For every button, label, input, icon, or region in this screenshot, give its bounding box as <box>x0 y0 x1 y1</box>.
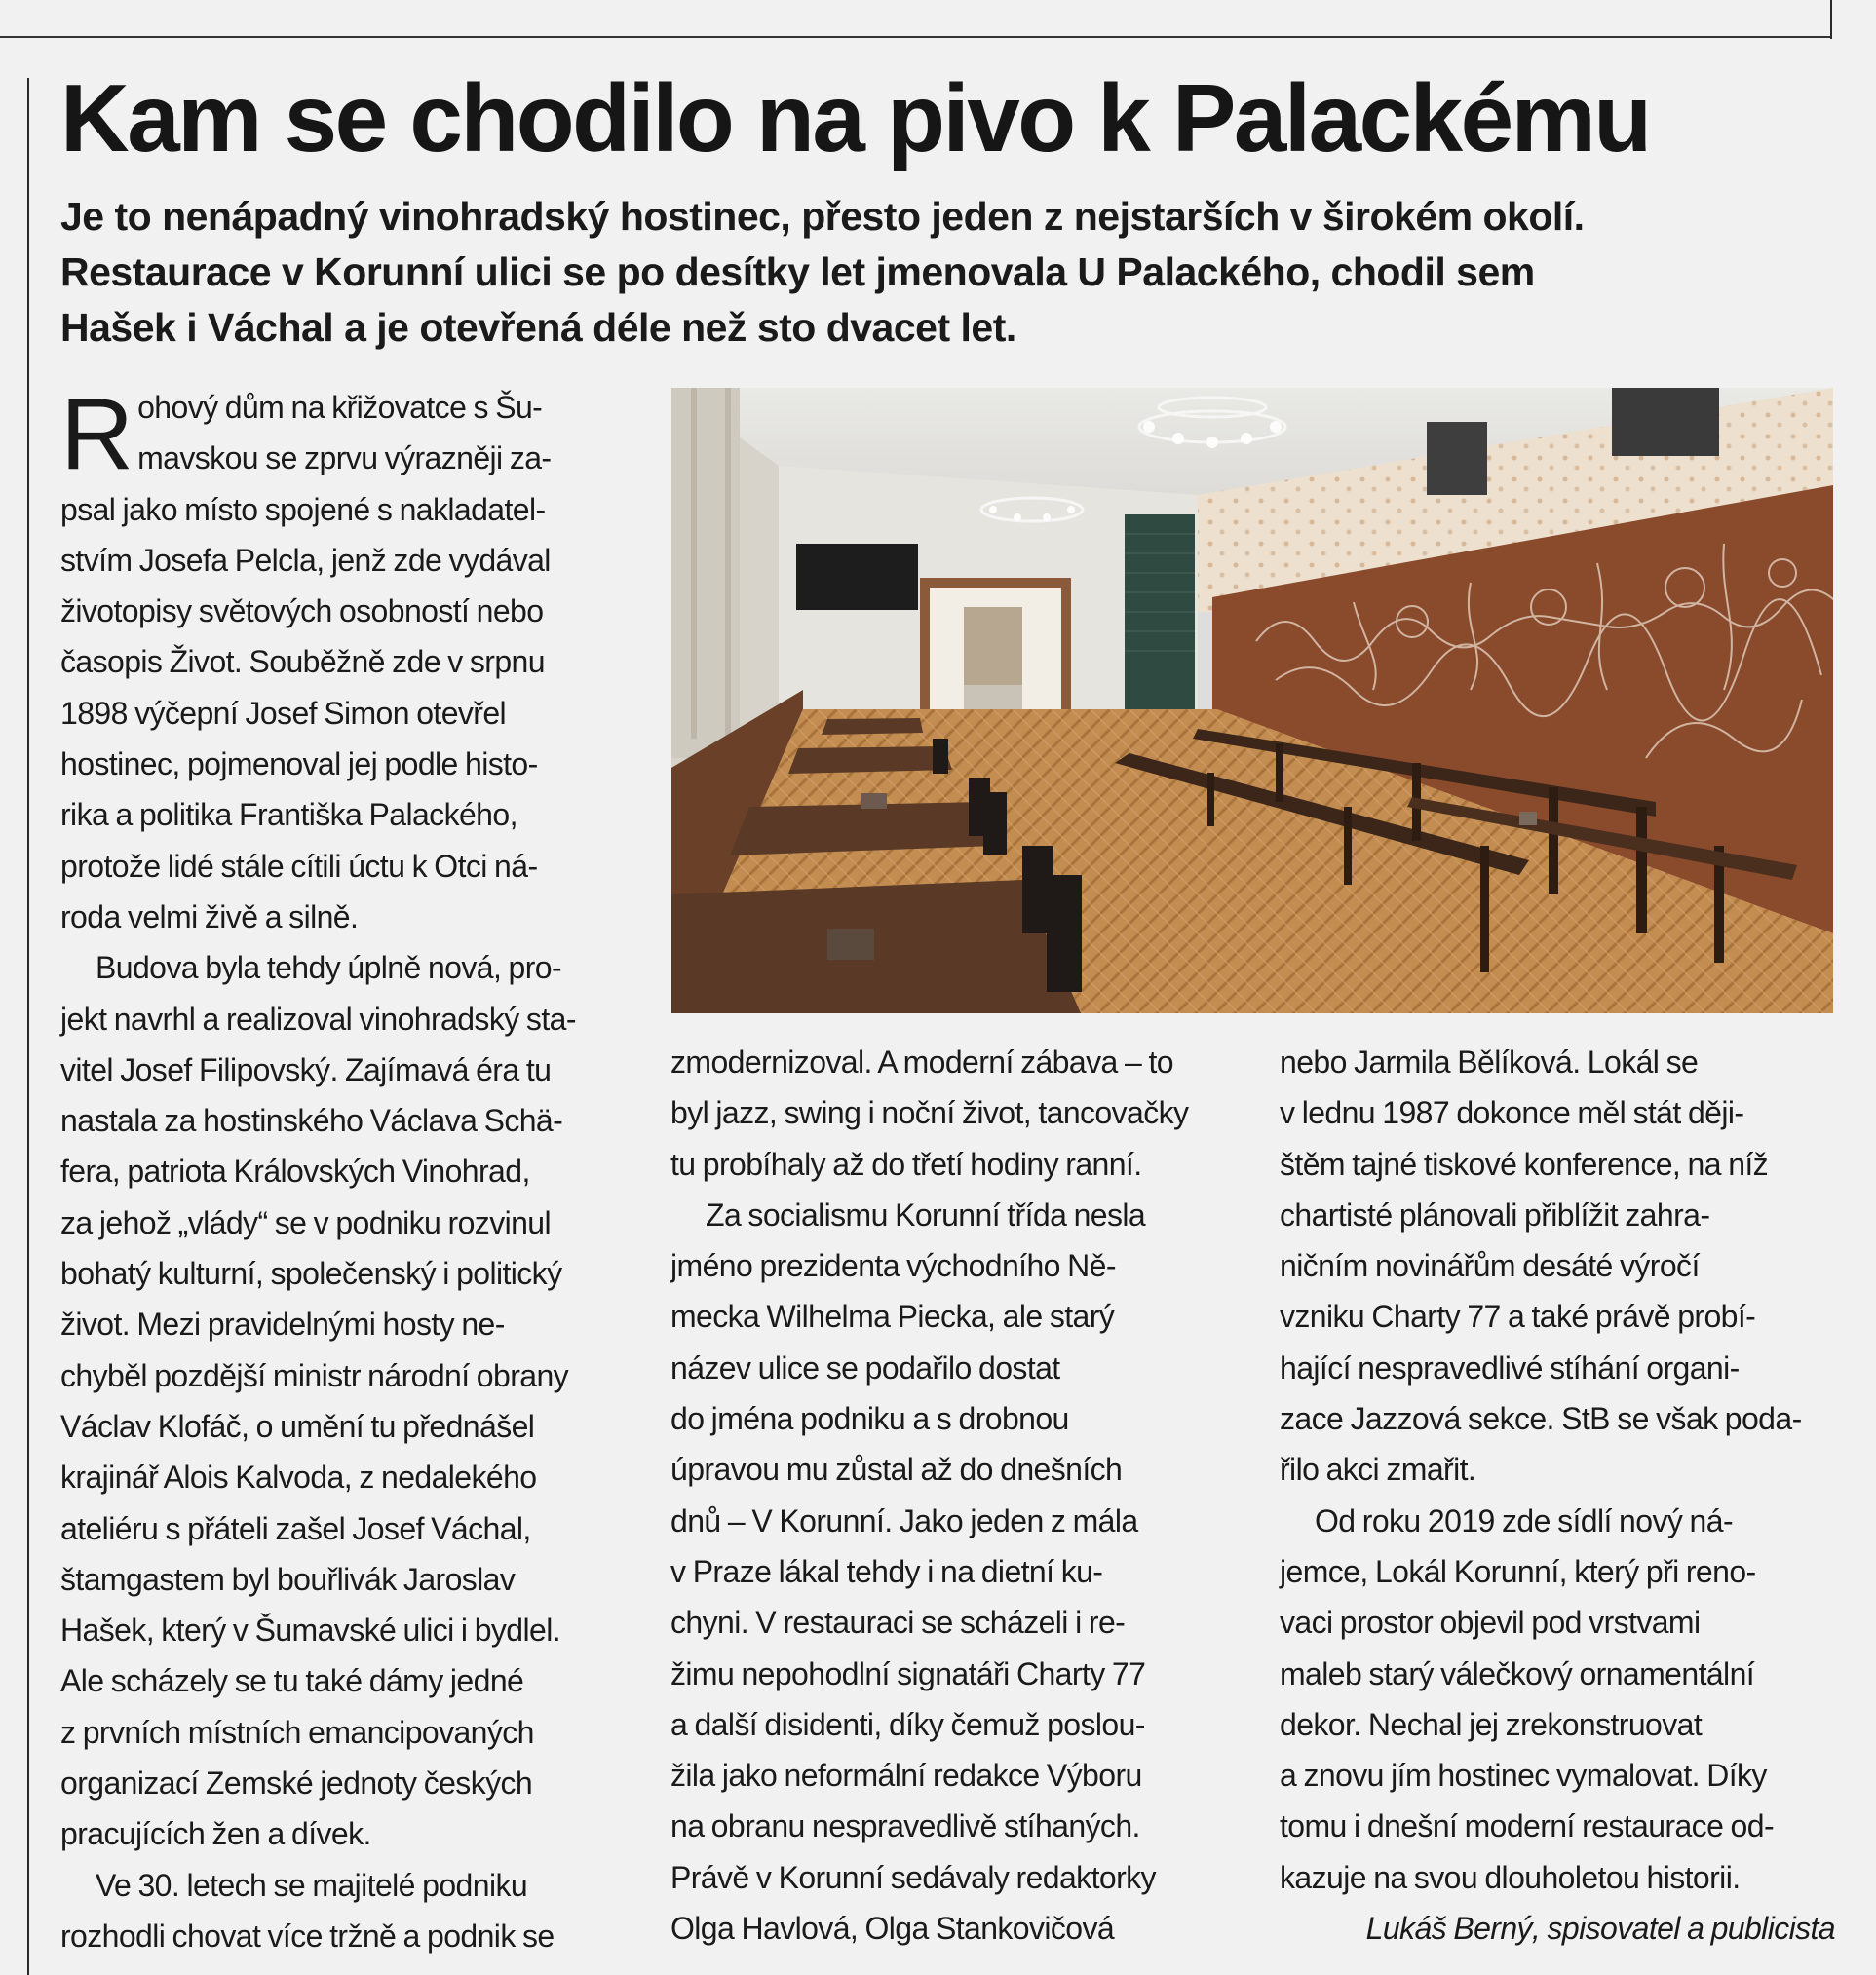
text-column-2 <box>670 1037 1245 1954</box>
text-line: do jména podniku a s drobnou <box>670 1401 1069 1437</box>
text-line: chyběl pozdější ministr národní obrany <box>60 1357 569 1393</box>
text-line: rika a politika Františka Palackého, <box>60 797 517 833</box>
text-line: hající nespravedlivé stíhání organi- <box>1280 1349 1740 1386</box>
text-line: žimu nepohodlní signatáři Charty 77 <box>670 1655 1146 1691</box>
opening-paragraph-start <box>60 382 635 484</box>
text-line: Hašek, který v Šumavské ulici i bydlel. <box>60 1613 561 1649</box>
text-line: nastala za hostinského Václava Schä- <box>60 1103 563 1139</box>
lede-line: Hašek i Váchal a je otevřená déle než sto dvacet let. <box>60 305 1016 350</box>
text-line: fera, patriota Královských Vinohrad, <box>60 1154 530 1190</box>
text-line: vzniku Charty 77 a také právě probí- <box>1280 1299 1756 1335</box>
text-line: stvím Josefa Pelcla, jenž zde vydával <box>60 542 551 578</box>
text-line: maleb starý válečkový ornamentální <box>1280 1655 1755 1691</box>
text-line: Václav Klofáč, o umění tu přednášel <box>60 1408 535 1444</box>
text-line: zmodernizoval. A moderní zábava – to <box>670 1044 1173 1080</box>
text-line: 1898 výčepní Josef Simon otevřel <box>60 695 507 731</box>
text-line: jekt navrhl a realizoval vinohradský sta- <box>60 1001 576 1037</box>
text-line: dekor. Nechal jej zrekonstruovat <box>1280 1706 1703 1742</box>
text-line: mecka Wilhelma Piecka, ale starý <box>670 1299 1115 1335</box>
text-line: roda velmi živě a silně. <box>60 898 359 934</box>
text-column-3 <box>1280 1037 1835 1954</box>
text-line: chartisté plánovali přiblížit zahra- <box>1280 1196 1710 1233</box>
text-line: žila jako neformální redakce Výboru <box>670 1758 1142 1794</box>
text-line: za jehož „vlády“ se v podniku rozvinul <box>60 1204 552 1240</box>
text-line: jméno prezidenta východního Ně- <box>670 1248 1116 1284</box>
text-line: život. Mezi pravidelnými hosty ne- <box>60 1307 505 1343</box>
text-line: protože lidé stále cítili úctu k Otci ná- <box>60 848 538 884</box>
text-line: v lednu 1987 dokonce měl stát ději- <box>1280 1095 1744 1131</box>
text-line: byl jazz, swing i noční život, tancovačky <box>670 1095 1189 1131</box>
lede-line: Je to nenápadný vinohradský hostinec, přesto jeden z nejstarších v širokém okolí. <box>60 194 1585 239</box>
article-title: Kam se chodilo na pivo k Palackému <box>60 64 1650 171</box>
text-line: časopis Život. Souběžně zde v srpnu <box>60 644 545 680</box>
text-line: vitel Josef Filipovský. Zajímavá éra tu <box>60 1051 552 1087</box>
text-line: ateliéru s přáteli zašel Josef Váchal, <box>60 1510 531 1546</box>
text-line: mavskou se zprvu výrazněji za- <box>137 440 552 476</box>
column-3-lines <box>1280 1037 1835 1903</box>
text-line: hostinec, pojmenoval jej podle histo- <box>60 746 538 782</box>
text-line: životopisy světových osobností nebo <box>60 593 544 629</box>
text-line: z prvních místních emancipovaných <box>60 1714 534 1750</box>
text-line: ohový dům na křižovatce s Šu- <box>137 390 543 425</box>
text-line: Právě v Korunní sedávaly redaktorky <box>670 1859 1156 1895</box>
text-line: štěm tajné tiskové konference, na níž <box>1280 1146 1769 1182</box>
text-line: Ale scházely se tu také dámy jedné <box>60 1663 524 1699</box>
text-line: úpravou mu zůstal až do dnešních <box>670 1452 1123 1488</box>
text-line: štamgastem byl bouřlivák Jaroslav <box>60 1561 516 1597</box>
drop-cap: R <box>60 382 134 484</box>
text-line: Olga Havlová, Olga Stankovičová <box>670 1911 1115 1947</box>
text-line: a znovu jím hostinec vymalovat. Díky <box>1280 1758 1767 1794</box>
text-line: vaci prostor objevil pod vrstvami <box>1280 1605 1701 1641</box>
text-line: Ve 30. letech se majitelé podniku <box>96 1867 528 1903</box>
text-line: kazuje na svou dlouholetou historii. <box>1280 1859 1741 1895</box>
author-signature: Lukáš Berný, spisovatel a publicista <box>1365 1911 1835 1947</box>
text-line: řilo akci zmařit. <box>1280 1452 1476 1488</box>
column-1-lines <box>60 484 635 1962</box>
column-2-lines <box>670 1037 1245 1954</box>
text-line: psal jako místo spojené s nakladatel- <box>60 491 546 527</box>
top-rule <box>0 36 1832 38</box>
text-line: v Praze lákal tehdy i na dietní ku- <box>670 1553 1103 1589</box>
text-line: zace Jazzová sekce. StB se však poda- <box>1280 1401 1802 1437</box>
text-line: Budova byla tehdy úplně nová, pro- <box>96 950 562 986</box>
text-line: ničním novinářům desáté výročí <box>1280 1248 1700 1284</box>
text-line: Od roku 2019 zde sídlí nový ná- <box>1315 1502 1733 1538</box>
lede-line: Restaurace v Korunní ulici se po desítky let jmenovala U Palackého, chodil sem <box>60 249 1535 294</box>
text-line: a další disidenti, díky čemuž poslou- <box>670 1706 1145 1742</box>
text-line: pracujících žen a dívek. <box>60 1816 371 1852</box>
article-lede <box>60 189 1829 356</box>
text-line: Za socialismu Korunní třída nesla <box>706 1196 1146 1233</box>
text-line: krajinář Alois Kalvoda, z nedalekého <box>60 1460 537 1496</box>
text-line: tu probíhaly až do třetí hodiny ranní. <box>670 1146 1142 1182</box>
column-rule-top-right <box>1830 0 1832 39</box>
text-line: název ulice se podařilo dostat <box>670 1349 1060 1386</box>
column-rule-left <box>27 78 29 1975</box>
restaurant-interior-photo <box>671 388 1833 1013</box>
text-line: rozhodli chovat více tržně a podnik se <box>60 1918 555 1954</box>
text-column-1 <box>60 382 635 1961</box>
text-line: tomu i dnešní moderní restaurace od- <box>1280 1808 1775 1844</box>
text-line: jemce, Lokál Korunní, který při reno- <box>1280 1553 1756 1589</box>
text-line: bohatý kulturní, společenský i politický <box>60 1256 562 1292</box>
text-line: organizací Zemské jednoty českých <box>60 1766 533 1802</box>
text-line: chyni. V restauraci se scházeli i re- <box>670 1605 1126 1641</box>
text-line: dnů – V Korunní. Jako jeden z mála <box>670 1502 1138 1538</box>
text-line: na obranu nespravedlivě stíhaných. <box>670 1808 1140 1844</box>
text-line: nebo Jarmila Bělíková. Lokál se <box>1280 1044 1699 1080</box>
